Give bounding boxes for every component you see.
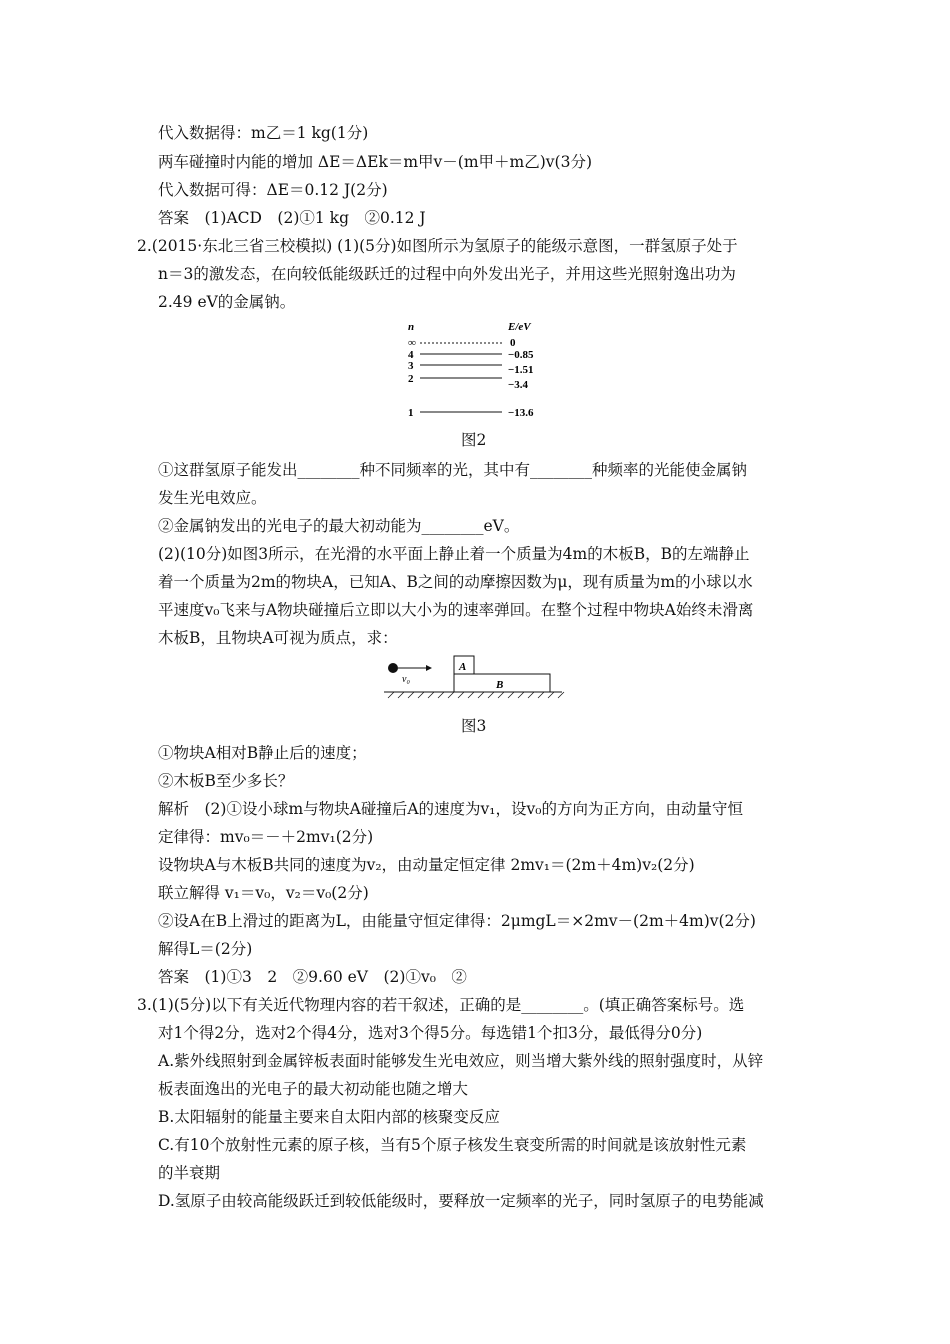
text-line: 定律得：mv₀＝－＋2mv₁(2分) bbox=[158, 828, 374, 846]
ball bbox=[388, 663, 398, 673]
board-b-label: B bbox=[496, 679, 504, 691]
option-b: B.太阳辐射的能量主要来自太阳内部的核聚变反应 bbox=[158, 1108, 500, 1126]
text-line: n＝3的激发态，在向较低能级跃迁的过程中向外发出光子，并用这些光照射逸出功为 bbox=[158, 265, 736, 283]
n-axis-label: n bbox=[408, 321, 415, 333]
question-3-heading: 3.(1)(5分)以下有关近代物理内容的若干叙述，正确的是________。(填正确答案标号。选 bbox=[137, 996, 745, 1014]
block-a-label: A bbox=[459, 661, 467, 673]
text-line: ①物块A相对B静止后的速度； bbox=[158, 744, 367, 762]
text-line: 的半衰期 bbox=[158, 1164, 221, 1182]
energy-axis-label: E/eV bbox=[508, 321, 531, 333]
energy-level-diagram bbox=[400, 318, 560, 426]
analysis-line: 解析 (2)①设小球m与物块A碰撞后A的速度为v₁，设v₀的方向为正方向，由动量守恒 bbox=[158, 800, 743, 818]
option-c: C.有10个放射性元素的原子核，当有5个原子核发生衰变所需的时间就是该放射性元素 bbox=[158, 1136, 747, 1154]
text-line: 平速度v₀飞来与A物块碰撞后立即以大小为的速率弹回。在整个过程中物块A始终未滑离 bbox=[158, 601, 754, 619]
level-label-4: 4 bbox=[408, 349, 414, 361]
text-line: ②金属钠发出的光电子的最大初动能为________eV。 bbox=[158, 517, 520, 535]
text-line: 设物块A与木板B共同的速度为v₂，由动量定恒定律 2mv₁＝(2m＋4m)v₂(2分) bbox=[158, 856, 695, 874]
text-line: ①这群氢原子能发出________种不同频率的光，其中有________种频率的光能使金属钠 bbox=[158, 461, 748, 479]
text-line: 联立解得 v₁＝v₀，v₂＝v₀(2分) bbox=[158, 884, 369, 902]
figure-3-caption: 图3 bbox=[461, 717, 487, 735]
level-label-2: 2 bbox=[408, 373, 414, 385]
text-line: 发生光电效应。 bbox=[158, 489, 267, 507]
level-energy-2: −3.4 bbox=[508, 379, 529, 391]
text-line: 2.49 eV的金属钠。 bbox=[158, 293, 296, 311]
level-energy-4: −0.85 bbox=[508, 349, 534, 361]
figure-2-caption: 图2 bbox=[461, 431, 487, 449]
text-line: 代入数据得：m乙＝1 kg(1分) bbox=[158, 124, 369, 142]
option-d: D.氢原子由较高能级跃迁到较低能级时，要释放一定频率的光子，同时氢原子的电势能减 bbox=[158, 1192, 764, 1210]
text-line: 解得L＝(2分) bbox=[158, 940, 253, 958]
answer-line: 答案 (1)ACD (2)①1 kg ②0.12 J bbox=[158, 209, 426, 227]
level-label-3: 3 bbox=[408, 360, 414, 372]
collision-diagram bbox=[380, 652, 570, 704]
text-line: 两车碰撞时内能的增加 ΔE＝ΔEk＝m甲v－(m甲＋m乙)v(3分) bbox=[158, 153, 592, 171]
ground-hatching bbox=[388, 692, 564, 698]
text-line: 代入数据可得：ΔE＝0.12 J(2分) bbox=[158, 181, 388, 199]
velocity-label: v₀ bbox=[402, 674, 410, 685]
level-energy-1: −13.6 bbox=[508, 407, 534, 419]
text-line: ②木板B至少多长？ bbox=[158, 772, 294, 790]
question-2-heading: 2.(2015·东北三省三校模拟) (1)(5分)如图所示为氢原子的能级示意图，一群氢原子处于 bbox=[137, 237, 738, 255]
text-line: 板表面逸出的光电子的最大初动能也随之增大 bbox=[158, 1080, 469, 1098]
level-energy-inf: 0 bbox=[510, 337, 516, 349]
answer-line: 答案 (1)①3 2 ②9.60 eV (2)①v₀ ② bbox=[158, 968, 467, 986]
text-line: 着一个质量为2m的物块A，已知A、B之间的动摩擦因数为μ，现有质量为m的小球以水 bbox=[158, 573, 753, 591]
level-label-1: 1 bbox=[408, 407, 414, 419]
text-line: (2)(10分)如图3所示，在光滑的水平面上静止着一个质量为4m的木板B，B的左端静止 bbox=[158, 545, 750, 563]
text-line: 木板B，且物块A可视为质点，求： bbox=[158, 629, 398, 647]
text-line: 对1个得2分，选对2个得4分，选对3个得5分。每选错1个扣3分，最低得分0分) bbox=[158, 1024, 703, 1042]
arrowhead-icon bbox=[426, 665, 432, 671]
option-a: A.紫外线照射到金属锌板表面时能够发生光电效应，则当增大紫外线的照射强度时，从锌 bbox=[158, 1052, 764, 1070]
text-line: ②设A在B上滑过的距离为L，由能量守恒定律得：2μmgL＝×2mv－(2m＋4m)v(2分) bbox=[158, 912, 756, 930]
level-energy-3: −1.51 bbox=[508, 364, 534, 376]
level-label-inf: ∞ bbox=[408, 337, 416, 349]
